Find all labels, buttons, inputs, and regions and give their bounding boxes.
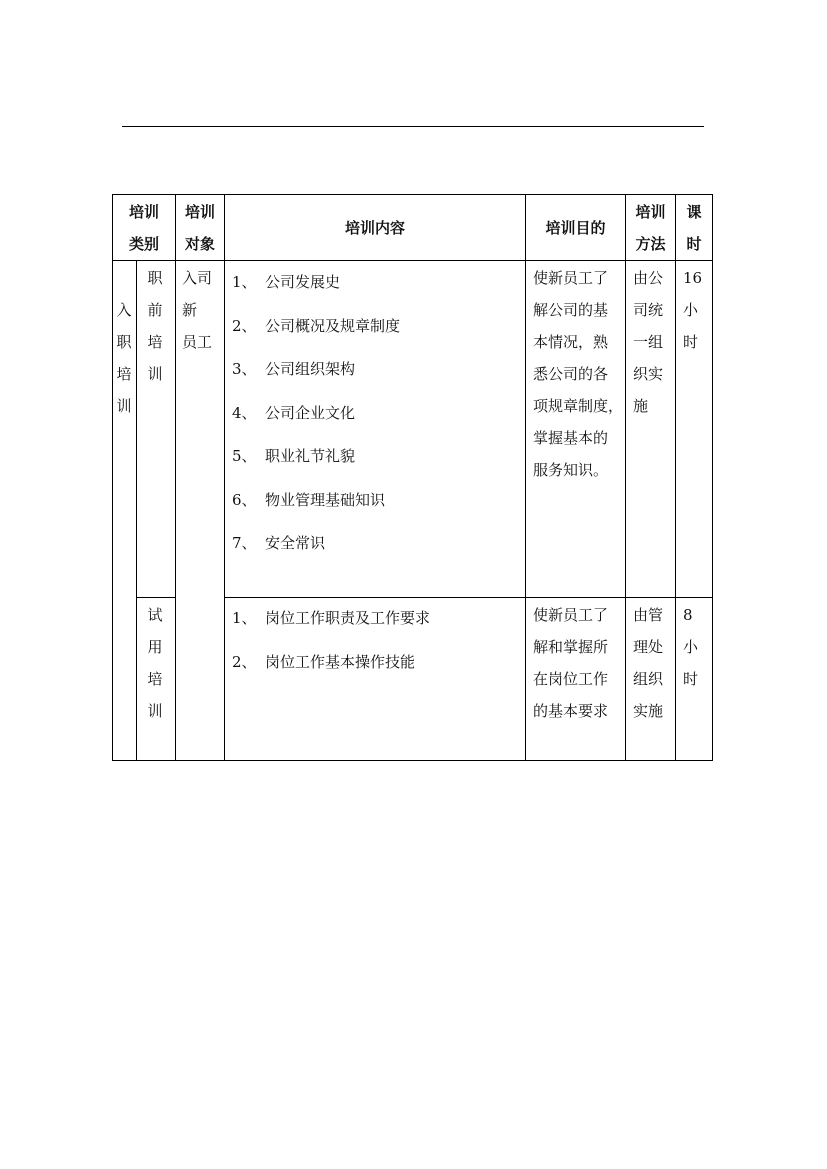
method-line: 织实 xyxy=(633,365,664,383)
method-line: 司统 xyxy=(633,301,664,319)
row2-method xyxy=(633,599,663,727)
purpose-line: 使新员工了 xyxy=(533,606,609,624)
row1-hours xyxy=(683,262,702,358)
content-item-text: 岗位工作职责及工作要求 xyxy=(265,609,431,627)
header-hours xyxy=(676,196,712,260)
content-item-number: 2、 xyxy=(232,316,257,335)
row2-hours xyxy=(683,599,698,695)
content-item xyxy=(232,271,522,315)
col-divider-category xyxy=(136,260,137,761)
table-border-left xyxy=(112,194,113,761)
category-main-char: 入 xyxy=(116,301,132,319)
content-item xyxy=(232,607,522,651)
content-item-number: 3、 xyxy=(232,360,257,378)
method-line: 一组 xyxy=(633,333,664,351)
target-line: 员工 xyxy=(182,333,213,351)
purpose-line: 服务知识。 xyxy=(533,461,609,479)
target-line: 新 xyxy=(182,301,198,319)
table-border-top xyxy=(112,194,713,195)
content-item-number: 7、 xyxy=(232,534,257,552)
subcategory-char: 培 xyxy=(147,333,163,351)
subcategory-char: 训 xyxy=(147,702,163,720)
content-item-text: 物业管理基础知识 xyxy=(265,490,386,509)
content-item-number: 2、 xyxy=(232,652,257,671)
target-value xyxy=(182,262,212,358)
content-item-text: 公司企业文化 xyxy=(265,403,356,422)
row2-subcategory xyxy=(146,599,164,727)
content-item-number: 6、 xyxy=(232,490,257,509)
row2-content-list xyxy=(232,607,522,694)
training-table xyxy=(112,194,713,761)
content-item xyxy=(232,402,522,446)
content-item xyxy=(232,489,522,533)
content-item-text: 公司概况及规章制度 xyxy=(265,316,401,335)
hours-line: 小 xyxy=(683,638,699,656)
purpose-line: 在岗位工作 xyxy=(533,670,609,688)
row-divider-sub xyxy=(136,597,175,598)
header-rule xyxy=(122,126,704,127)
content-item xyxy=(232,532,522,576)
content-item xyxy=(232,315,522,359)
method-line: 理处 xyxy=(633,638,664,656)
row-divider-main xyxy=(224,597,713,598)
row1-method xyxy=(633,262,663,422)
header-category-line1: 培训 xyxy=(128,203,159,221)
hours-line: 8 xyxy=(683,606,693,624)
content-item-number: 5、 xyxy=(232,447,257,465)
subcategory-char: 培 xyxy=(147,670,163,688)
table-border-right xyxy=(712,194,713,761)
content-item xyxy=(232,651,522,695)
purpose-line: 的基本要求 xyxy=(533,702,609,720)
hours-line: 16 xyxy=(683,269,703,287)
method-line: 由管 xyxy=(633,606,664,624)
category-main-char: 职 xyxy=(116,333,132,351)
header-target-line2: 对象 xyxy=(184,235,215,253)
header-target xyxy=(176,196,224,260)
purpose-line: 掌握基本的 xyxy=(533,429,609,447)
method-line: 由公 xyxy=(633,269,664,287)
category-main-char: 培 xyxy=(116,365,132,383)
row2-purpose xyxy=(533,599,625,727)
purpose-line: 项规章制度， xyxy=(533,397,624,415)
content-item xyxy=(232,445,522,489)
header-content: 培训内容 xyxy=(344,219,405,237)
header-target-line1: 培训 xyxy=(184,203,215,221)
content-item-number: 4、 xyxy=(232,403,257,422)
row1-purpose xyxy=(533,262,625,486)
col-divider-purpose xyxy=(525,194,526,761)
method-line: 施 xyxy=(633,397,649,415)
row1-content-list xyxy=(232,271,522,576)
method-line: 组织 xyxy=(633,670,664,688)
hours-line: 时 xyxy=(683,670,699,688)
purpose-line: 解公司的基 xyxy=(533,301,609,319)
col-divider-hours xyxy=(675,194,676,761)
content-item-text: 公司发展史 xyxy=(265,273,341,291)
content-item-text: 公司组织架构 xyxy=(265,360,356,378)
content-item-text: 岗位工作基本操作技能 xyxy=(265,652,416,671)
content-item xyxy=(232,358,522,402)
header-method xyxy=(626,196,675,260)
hours-line: 小 xyxy=(683,301,699,319)
subcategory-char: 试 xyxy=(147,606,163,624)
category-main xyxy=(115,294,133,422)
purpose-line: 本情况，熟 xyxy=(533,333,609,351)
table-border-bottom xyxy=(112,760,713,761)
content-item-number: 1、 xyxy=(232,609,257,627)
subcategory-char: 训 xyxy=(147,365,163,383)
header-method-line2: 方法 xyxy=(635,235,666,253)
method-line: 实施 xyxy=(633,702,664,720)
row1-subcategory xyxy=(146,262,164,390)
header-divider xyxy=(112,260,713,261)
header-category xyxy=(113,196,175,260)
col-divider-target xyxy=(175,194,176,761)
header-method-line1: 培训 xyxy=(635,203,666,221)
header-hours-line2: 时 xyxy=(686,235,702,253)
subcategory-char: 职 xyxy=(147,269,163,287)
purpose-line: 使新员工了 xyxy=(533,269,609,287)
target-line: 入司 xyxy=(182,269,213,287)
subcategory-char: 前 xyxy=(147,301,163,319)
hours-line: 时 xyxy=(683,333,699,351)
header-category-line2: 类别 xyxy=(128,235,159,253)
content-item-text: 职业礼节礼貌 xyxy=(265,447,356,465)
content-item-number: 1、 xyxy=(232,273,257,291)
col-divider-content xyxy=(224,194,225,761)
col-divider-method xyxy=(625,194,626,761)
subcategory-char: 用 xyxy=(147,638,163,656)
header-hours-line1: 课 xyxy=(686,203,702,221)
purpose-line: 悉公司的各 xyxy=(533,365,609,383)
header-purpose: 培训目的 xyxy=(545,219,606,237)
content-item-text: 安全常识 xyxy=(265,534,326,552)
category-main-char: 训 xyxy=(116,397,132,415)
purpose-line: 解和掌握所 xyxy=(533,638,609,656)
